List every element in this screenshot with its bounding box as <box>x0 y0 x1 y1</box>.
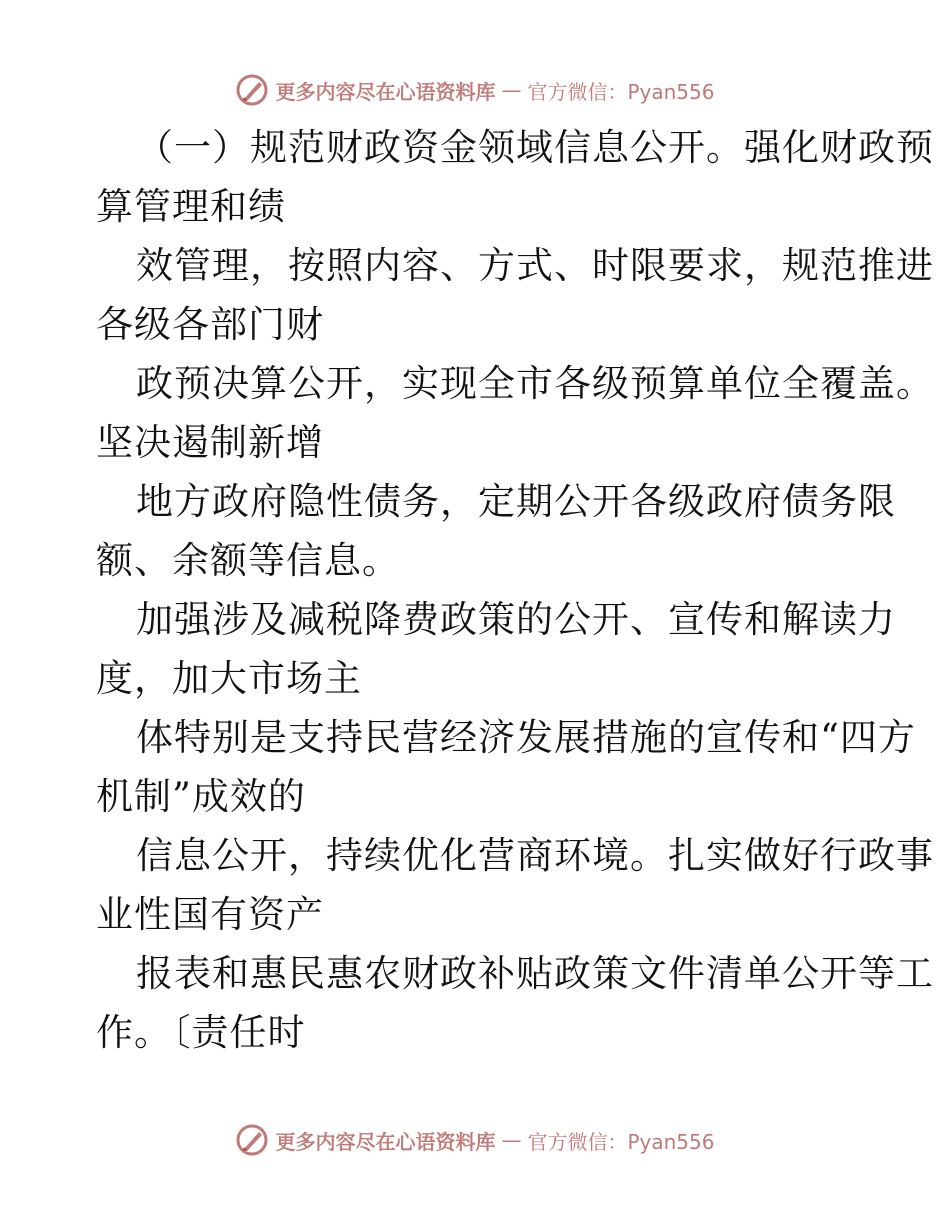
text-line: 报表和惠民惠农财政补贴政策文件清单公开等工 <box>136 952 934 995</box>
footer-watermark <box>0 1120 950 1160</box>
quill-logo-icon <box>235 1123 269 1157</box>
text-line: 度，加大市场主 <box>96 657 362 700</box>
text-line: 业性国有资产 <box>96 893 324 936</box>
watermark-separator: — <box>501 78 522 102</box>
text-line: 算管理和绩 <box>96 185 286 228</box>
text-line: 作。〔责任时 <box>96 1011 306 1054</box>
header-watermark <box>0 70 950 110</box>
watermark-brand-text: 更多内容尽在心语资料库 <box>275 1129 496 1154</box>
text-line: 信息公开，持续优化营商环境。扎实做好行政事 <box>136 834 934 877</box>
text-line: 效管理，按照内容、方式、时限要求，规范推进 <box>136 244 934 287</box>
text-line: （一）规范财政资金领域信息公开。强化财政预 <box>136 126 934 169</box>
quill-logo-icon <box>235 73 269 107</box>
document-body <box>96 118 934 1062</box>
text-line: 机制”成效的 <box>96 775 306 818</box>
watermark-brand-text: 更多内容尽在心语资料库 <box>275 79 496 104</box>
text-line: 体特别是支持民营经济发展措施的宣传和“四方 <box>136 716 916 759</box>
watermark-separator: — <box>501 1128 522 1152</box>
text-line: 各级各部门财 <box>96 303 324 346</box>
watermark-wechat-text: 官方微信：Pyan556 <box>527 79 715 104</box>
text-line: 加强涉及减税降费政策的公开、宣传和解读力 <box>136 598 896 641</box>
watermark-wechat-text: 官方微信：Pyan556 <box>527 1129 715 1154</box>
text-line: 地方政府隐性债务，定期公开各级政府债务限 <box>136 480 896 523</box>
text-line: 政预决算公开，实现全市各级预算单位全覆盖。 <box>136 362 934 405</box>
text-line: 额、余额等信息。 <box>96 539 400 582</box>
text-line: 坚决遏制新增 <box>96 421 324 464</box>
